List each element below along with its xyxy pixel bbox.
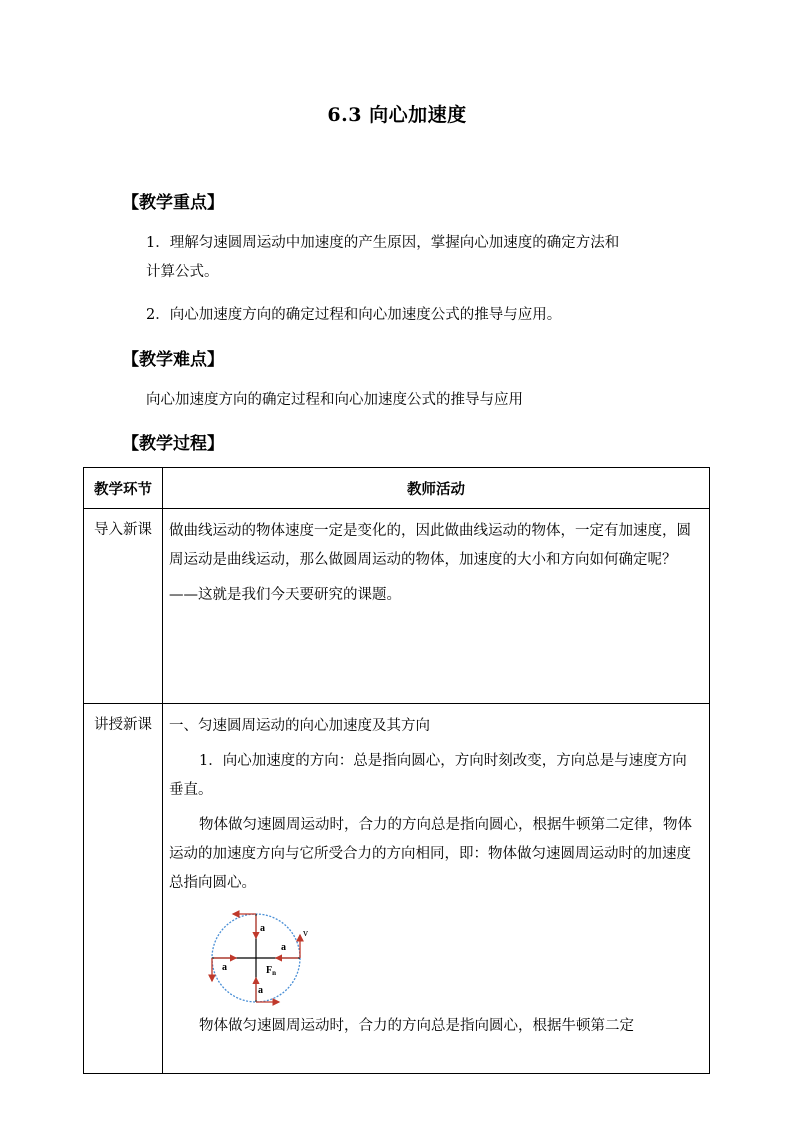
paragraph: 做曲线运动的物体速度一定是变化的，因此做曲线运动的物体，一定有加速度，圆周运动是曲线运动，那么做圆周运动的物体，加速度的大小和方向如何确定呢？ — [169, 523, 691, 568]
key-point-2: 2．向心加速度方向的确定过程和向心加速度公式的推导与应用。 — [146, 307, 562, 323]
label-fn: $F_n$ — [266, 965, 277, 977]
activity-cell — [163, 509, 710, 704]
process-heading: 【教学过程】 — [122, 434, 224, 454]
paragraph: 物体做匀速圆周运动时，合力的方向总是指向圆心，根据牛顿第二定 — [199, 1018, 634, 1034]
paragraph: 1．向心加速度的方向：总是指向圆心，方向时刻改变，方向总是与速度方向垂直。 — [169, 753, 687, 798]
difficult-text: 向心加速度方向的确定过程和向心加速度公式的推导与应用 — [146, 392, 523, 408]
page-title: 6.3 向心加速度 — [327, 104, 467, 126]
process-table — [83, 467, 710, 1074]
key-point-1-line2: 计算公式。 — [146, 264, 219, 280]
label-a-left: a — [222, 962, 227, 973]
table-row — [84, 509, 710, 704]
centripetal-diagram — [199, 910, 311, 1006]
label-a-top: a — [260, 923, 265, 934]
table-row — [84, 704, 710, 1074]
label-a-right: a — [281, 942, 286, 953]
header-stage: 教学环节 — [84, 468, 163, 509]
difficult-points-heading: 【教学难点】 — [122, 350, 224, 370]
header-activity: 教师活动 — [163, 468, 710, 509]
label-a-bottom: a — [258, 985, 263, 996]
key-points-heading: 【教学重点】 — [122, 193, 224, 213]
activity-cell — [163, 704, 710, 1074]
paragraph: ——这就是我们今天要研究的课题。 — [169, 587, 401, 603]
stage-cell: 导入新课 — [84, 509, 163, 704]
stage-cell: 讲授新课 — [84, 704, 163, 1074]
section-heading: 一、匀速圆周运动的向心加速度及其方向 — [169, 718, 430, 734]
key-point-1-line1: 1．理解匀速圆周运动中加速度的产生原因，掌握向心加速度的确定方法和 — [146, 235, 620, 251]
table-header-row — [84, 468, 710, 509]
paragraph: 物体做匀速圆周运动时，合力的方向总是指向圆心，根据牛顿第二定律，物体运动的加速度方向与它所受合力的方向相同，即：物体做匀速圆周运动时的加速度总指向圆心。 — [169, 817, 692, 891]
label-v: v — [303, 928, 308, 939]
